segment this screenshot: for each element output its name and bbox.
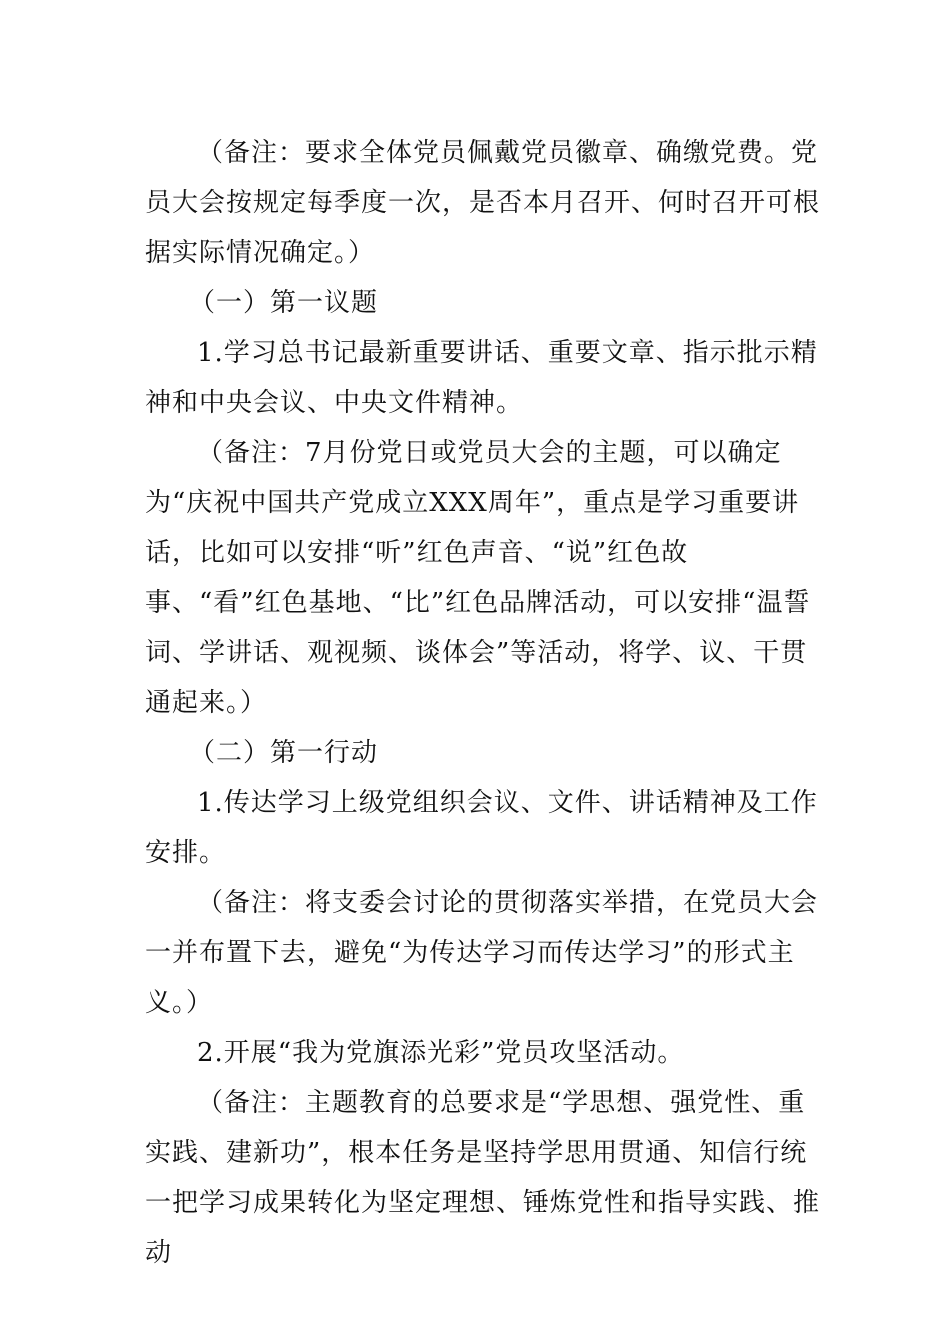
item-paragraph-1: 1.学习总书记最新重要讲话、重要文章、指示批示精神和中央会议、中央文件精神。 <box>145 338 818 418</box>
item-paragraph-2: 1.传达学习上级党组织会议、文件、讲话精神及工作安排。 <box>145 788 818 868</box>
section-heading-1: （一）第一议题 <box>189 288 379 318</box>
note-paragraph-2: （备注：7月份党日或党员大会的主题，可以确定为“庆祝中国共产党成立XXX周年”，重点是学习重要讲话，比如可以安排“听”红色声音、“说”红色故事、“看”红色基地、“比”红色品牌活动，可以安排“温誓词、学讲话、观视频、谈体会”等活动，将学、议、干贯通起来。） <box>145 438 811 718</box>
note-paragraph-3: （备注：将支委会讨论的贯彻落实举措，在党员大会一并布置下去，避免“为传达学习而传达学习”的形式主义。） <box>145 888 819 1018</box>
note-paragraph-4: （备注：主题教育的总要求是“学思想、强党性、重实践、建新功”，根本任务是坚持学思用贯通、知信行统一把学习成果转化为坚定理想、锤炼党性和指导实践、推动 <box>145 1088 821 1268</box>
note-paragraph-1: （备注：要求全体党员佩戴党员徽章、确缴党费。党员大会按规定每季度一次，是否本月召开、何时召开可根据实际情况确定。） <box>145 138 821 268</box>
document-body <box>145 128 821 1278</box>
item-paragraph-3: 2.开展“我为党旗添光彩”党员攻坚活动。 <box>197 1038 685 1068</box>
section-heading-2: （二）第一行动 <box>189 738 379 768</box>
